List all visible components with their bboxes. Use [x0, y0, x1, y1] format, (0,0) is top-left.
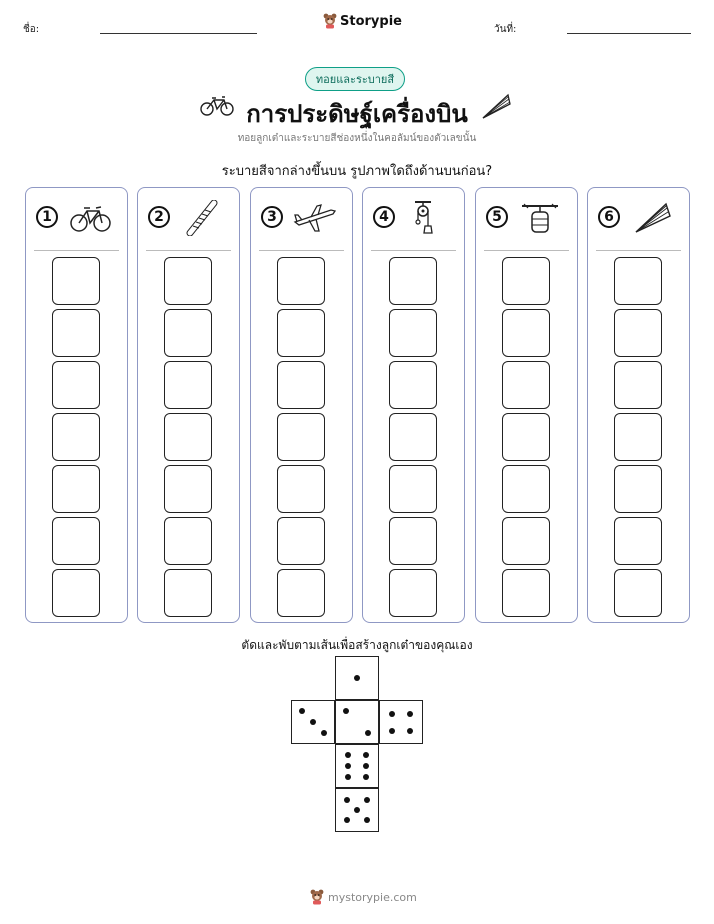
- color-box[interactable]: [614, 257, 662, 305]
- color-box[interactable]: [502, 569, 550, 617]
- column-2: [137, 187, 240, 623]
- color-box[interactable]: [277, 569, 325, 617]
- column-4: [362, 187, 465, 623]
- pulley-icon: [405, 200, 449, 236]
- color-box[interactable]: [502, 309, 550, 357]
- storypie-logo: [323, 13, 402, 29]
- dice-pip: [343, 708, 349, 714]
- dice-pip: [407, 711, 413, 717]
- column-5: [475, 187, 578, 623]
- color-box[interactable]: [164, 517, 212, 565]
- color-box[interactable]: [614, 517, 662, 565]
- column-number: 6: [598, 206, 620, 228]
- name-line[interactable]: [100, 33, 257, 34]
- color-box[interactable]: [164, 569, 212, 617]
- dice-pip: [299, 708, 305, 714]
- color-box[interactable]: [389, 569, 437, 617]
- dice-pip: [344, 797, 350, 803]
- dice-pip: [364, 797, 370, 803]
- color-box[interactable]: [389, 517, 437, 565]
- color-box[interactable]: [52, 257, 100, 305]
- activity-badge: ทอยและระบายสี: [305, 67, 405, 91]
- column-number: 1: [36, 206, 58, 228]
- column-number: 2: [148, 206, 170, 228]
- column-divider: [596, 250, 681, 251]
- bicycle-icon: [68, 200, 112, 236]
- page-title: การประดิษฐ์เครื่องบิน: [246, 100, 468, 128]
- dice-pip: [389, 711, 395, 717]
- color-box[interactable]: [277, 361, 325, 409]
- dice-face-5: [335, 788, 379, 832]
- bear-icon: [323, 13, 337, 29]
- color-box[interactable]: [502, 413, 550, 461]
- color-box[interactable]: [277, 465, 325, 513]
- color-box[interactable]: [52, 517, 100, 565]
- color-box[interactable]: [502, 257, 550, 305]
- dice-pip: [363, 752, 369, 758]
- footer: [310, 889, 417, 905]
- color-box[interactable]: [164, 309, 212, 357]
- column-divider: [259, 250, 344, 251]
- page-subtitle: ทอยลูกเต๋าและระบายสีช่องหนึ่งในคอลัมน์ของตัวเลขนั้น: [237, 133, 477, 144]
- color-box[interactable]: [614, 413, 662, 461]
- dice-pip: [363, 763, 369, 769]
- column-3: [250, 187, 353, 623]
- bear-icon: [310, 889, 324, 905]
- column-number: 3: [261, 206, 283, 228]
- rope-icon: [180, 200, 224, 236]
- kite-wing-icon: [630, 200, 674, 236]
- column-divider: [371, 250, 456, 251]
- color-box[interactable]: [502, 517, 550, 565]
- color-box[interactable]: [164, 361, 212, 409]
- color-box[interactable]: [164, 257, 212, 305]
- kite-wing-icon: [480, 92, 512, 122]
- date-label: วันที่:: [494, 24, 517, 35]
- color-box[interactable]: [164, 465, 212, 513]
- dice-pip: [345, 763, 351, 769]
- color-box[interactable]: [389, 361, 437, 409]
- color-box[interactable]: [614, 309, 662, 357]
- dice-face-2: [335, 700, 379, 744]
- dice-pip: [363, 774, 369, 780]
- dice-pip: [365, 730, 371, 736]
- column-number: 4: [373, 206, 395, 228]
- dice-face-3: [291, 700, 335, 744]
- footer-link[interactable]: mystorypie.com: [328, 890, 417, 904]
- column-divider: [484, 250, 569, 251]
- color-box[interactable]: [389, 465, 437, 513]
- airplane-icon: [293, 200, 337, 236]
- color-box[interactable]: [52, 309, 100, 357]
- color-box[interactable]: [389, 413, 437, 461]
- dice-pip: [407, 728, 413, 734]
- color-box[interactable]: [277, 257, 325, 305]
- dice-face-4: [379, 700, 423, 744]
- color-box[interactable]: [52, 413, 100, 461]
- column-1: [25, 187, 128, 623]
- color-box[interactable]: [502, 465, 550, 513]
- color-box[interactable]: [164, 413, 212, 461]
- race-question: ระบายสีจากล่างขึ้นบน รูปภาพใดถึงด้านบนก่อน?: [221, 164, 493, 179]
- date-line[interactable]: [567, 33, 691, 34]
- dice-pip: [364, 817, 370, 823]
- color-box[interactable]: [389, 309, 437, 357]
- dice-pip: [344, 817, 350, 823]
- color-box[interactable]: [277, 517, 325, 565]
- color-box[interactable]: [52, 361, 100, 409]
- column-divider: [34, 250, 119, 251]
- color-box[interactable]: [277, 309, 325, 357]
- dice-pip: [321, 730, 327, 736]
- dice-face-1: [335, 656, 379, 700]
- dice-pip: [389, 728, 395, 734]
- column-number: 5: [486, 206, 508, 228]
- color-box[interactable]: [52, 569, 100, 617]
- helicopter-toy-icon: [518, 200, 562, 236]
- column-divider: [146, 250, 231, 251]
- color-box[interactable]: [614, 465, 662, 513]
- color-box[interactable]: [389, 257, 437, 305]
- color-box[interactable]: [502, 361, 550, 409]
- logo-text: Storypie: [340, 13, 402, 29]
- color-box[interactable]: [52, 465, 100, 513]
- color-box[interactable]: [614, 361, 662, 409]
- dice-pip: [310, 719, 316, 725]
- name-label: ชื่อ:: [23, 24, 40, 35]
- dice-pip: [354, 675, 360, 681]
- dice-pip: [345, 752, 351, 758]
- dice-pip: [345, 774, 351, 780]
- dice-face-6: [335, 744, 379, 788]
- color-box[interactable]: [614, 569, 662, 617]
- dice-pip: [354, 807, 360, 813]
- color-box[interactable]: [277, 413, 325, 461]
- column-6: [587, 187, 690, 623]
- cut-instruction: ตัดและพับตามเส้นเพื่อสร้างลูกเต๋าของคุณเอง: [241, 638, 473, 652]
